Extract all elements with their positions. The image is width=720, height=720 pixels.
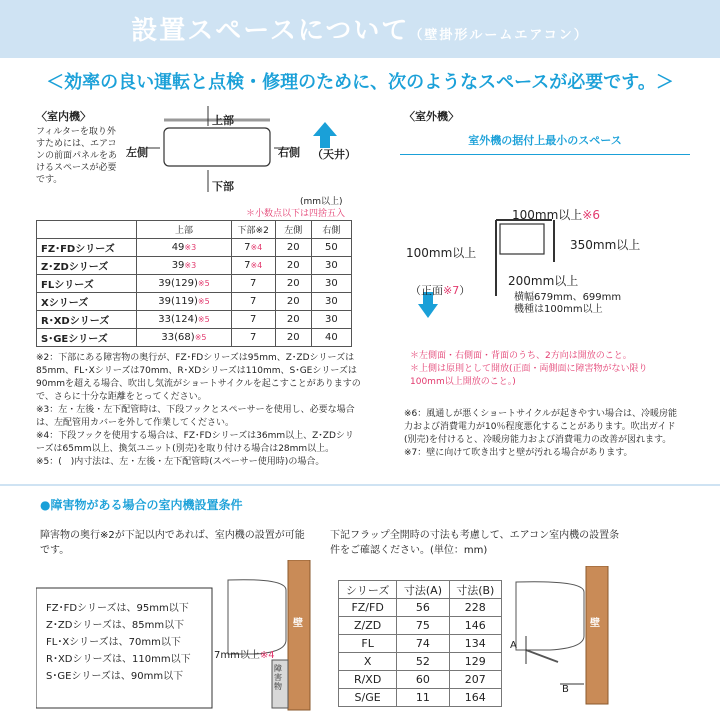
cell-series: R･XDシリーズ: [37, 311, 137, 329]
table-row: [339, 617, 502, 635]
cell-right: 30: [311, 275, 351, 293]
indoor-spec-table: [36, 220, 352, 347]
filter-note: フィルターを取り外すためには、エアコンの前面パネルをあけるスペースが必要です。: [36, 127, 118, 185]
flap-cell: 146: [449, 617, 501, 635]
cell-bottom: 7: [231, 293, 275, 311]
flap-header-row: シリーズ 寸法(A) 寸法(B): [339, 581, 502, 599]
cell-bottom: 7: [231, 311, 275, 329]
flap-cell: 134: [449, 635, 501, 653]
flap-cell: X: [339, 653, 397, 671]
flap-cell: 74: [397, 635, 449, 653]
cell-left: 20: [275, 275, 311, 293]
cell-right: 50: [311, 239, 351, 257]
outdoor-bullets: [410, 350, 680, 389]
table-row: [37, 275, 352, 293]
table-row: [339, 635, 502, 653]
cell-left: 20: [275, 329, 311, 347]
flap-wall-shape: [586, 566, 608, 704]
indoor-left-label: 左側: [126, 146, 148, 159]
note-2: ※2：下部にある障害物の奥行が、FZ･FDシリーズは95mm、Z･ZDシリーズは85mm、FL･Xシリーズは70mm、R･XDシリーズは110mm、S･GEシリーズは90mmを超える場合、吹出し気流がショートサイクルを起こすことがありますので、さらに十分な距離をとってください。: [36, 353, 361, 402]
table-header-row: [37, 221, 352, 239]
cell-series: FLシリーズ: [37, 275, 137, 293]
cell-right: 30: [311, 311, 351, 329]
flap-cell: 207: [449, 671, 501, 689]
flap-cell: 164: [449, 689, 501, 707]
flap-cell: 129: [449, 653, 501, 671]
cell-series: Z･ZDシリーズ: [37, 257, 137, 275]
indoor-unit-side-shape: [228, 580, 286, 654]
cell-series: S･GEシリーズ: [37, 329, 137, 347]
front-label: （正面※7）: [410, 284, 471, 297]
cell-top: 49※3: [137, 239, 231, 257]
cell-left: 20: [275, 311, 311, 329]
cell-left: 20: [275, 257, 311, 275]
dim-a-label: A: [510, 640, 517, 651]
limit-item: R･XDシリーズは、110mm以下: [46, 654, 191, 665]
indoor-heading: 〈室内機〉: [36, 110, 91, 123]
unit-label: (mm以上): [300, 197, 343, 207]
limit-item: Z･ZDシリーズは、85mm以下: [46, 620, 185, 631]
page-title-text: 設置スペースについて: [131, 16, 410, 46]
outdoor-unit-shape: [500, 224, 544, 254]
limit-item: FZ･FDシリーズは、95mm以下: [46, 603, 189, 614]
front-arrow-icon: [418, 304, 438, 318]
size-note: 横幅679mm、699mm 機種は100mm以上: [514, 292, 622, 315]
cell-right: 40: [311, 329, 351, 347]
section-divider: [0, 484, 720, 486]
obstacle-limits: [46, 600, 212, 685]
cell-top: 33(124)※5: [137, 311, 231, 329]
table-row: [339, 689, 502, 707]
col-top: 上部: [137, 221, 231, 239]
flap-cell: 52: [397, 653, 449, 671]
table-row: [37, 311, 352, 329]
indoor-right-label: 右側: [278, 146, 300, 159]
table-row: [339, 653, 502, 671]
indoor-unit-shape: [164, 128, 270, 166]
flap-diagram: [508, 566, 612, 706]
outdoor-left-dim: 100mm以上: [406, 246, 477, 260]
flap-cell: 11: [397, 689, 449, 707]
table-row: [37, 239, 352, 257]
bullet-2: ＊上側は原則として開放(正面・両側面に障害物がない限り100mm以上開放のこと。): [410, 364, 648, 387]
table-row: [37, 329, 352, 347]
flap-cell: FZ/FD: [339, 599, 397, 617]
flap-cell: 56: [397, 599, 449, 617]
note-4: ※4：下段フックを使用する場合は、FZ･FDシリーズは36mm以上、Z･ZDシリーズは65mm以上、換気ユニット(別売)を取り付ける場合は28mm以上。: [36, 431, 354, 454]
obstacle-heading: ●障害物がある場合の室内機設置条件: [40, 498, 243, 512]
wall-label: 壁: [293, 618, 303, 629]
cell-bottom: 7※4: [231, 257, 275, 275]
flap-intro: 下記フラップ全開時の寸法も考慮して、エアコン室内機の設置条件をご確認ください。(単位：mm): [330, 530, 620, 556]
cell-top: 39(119)※5: [137, 293, 231, 311]
cell-right: 30: [311, 257, 351, 275]
ceiling-label: （天井）: [312, 148, 356, 161]
outdoor-right-dim: 350mm以上: [570, 238, 641, 252]
outdoor-notes: [404, 408, 684, 460]
rounding-note: ＊小数点以下は四捨五入: [246, 209, 346, 219]
limit-item: FL･Xシリーズは、70mm以下: [46, 637, 181, 648]
ceiling-arrow-icon: [313, 122, 337, 136]
min-space-label: 室外機の据付上最小のスペース: [400, 132, 690, 155]
dim-b-label: B: [562, 684, 569, 695]
note-6: ※6：風通しが悪くショートサイクルが起きやすい場合は、冷暖房能力および消費電力が10％程度悪化することがあります。吹出ガイド(別売)を付けると、冷暖房能力および消費電力の改善が図れます。: [404, 409, 678, 445]
flap-line: [526, 650, 558, 662]
obstacle-label: 障害物: [274, 664, 282, 691]
limit-item: S･GEシリーズは、90mm以下: [46, 671, 184, 682]
flap-cell: 228: [449, 599, 501, 617]
indoor-top-label: 上部: [212, 114, 234, 127]
note-5: ※5：( )内寸法は、左・左後・左下配管時(スペーサー使用時)の場合。: [36, 457, 325, 467]
col-left: 左側: [275, 221, 311, 239]
cell-bottom: 7※4: [231, 239, 275, 257]
flap-cell: 60: [397, 671, 449, 689]
flap-cell: Z/ZD: [339, 617, 397, 635]
note-7: ※7：壁に向けて吹き出すと壁が汚れる場合があります。: [404, 448, 633, 458]
cell-bottom: 7: [231, 275, 275, 293]
flap-cell: S/GE: [339, 689, 397, 707]
cell-series: FZ･FDシリーズ: [37, 239, 137, 257]
flap-cell: R/XD: [339, 671, 397, 689]
outdoor-heading: 〈室外機〉: [404, 110, 459, 123]
flap-wall-label: 壁: [590, 618, 600, 629]
table-row: [37, 293, 352, 311]
col-bottom: 下部※2: [231, 221, 275, 239]
cell-series: Xシリーズ: [37, 293, 137, 311]
flap-cell: FL: [339, 635, 397, 653]
table-row: [339, 599, 502, 617]
table-row: [339, 671, 502, 689]
page-title: [0, 10, 720, 47]
col-right: 右側: [311, 221, 351, 239]
page-subtitle: ＜効率の良い運転と点検・修理のために、次のようなスペースが必要です。＞: [46, 72, 674, 93]
note-3: ※3：左・左後・左下配管時は、下段フックとスペーサーを使用し、必要な場合は、左配管用カバーを外して作業してください。: [36, 405, 355, 428]
cell-top: 39(129)※5: [137, 275, 231, 293]
gap-label: 7mm以上※4: [214, 650, 275, 661]
cell-left: 20: [275, 239, 311, 257]
cell-top: 39※3: [137, 257, 231, 275]
flap-table: [338, 580, 502, 707]
page-title-sub: （壁掛形ルームエアコン）: [409, 28, 589, 43]
outdoor-bottom-dim: 200mm以上: [508, 274, 579, 288]
cell-top: 33(68)※5: [137, 329, 231, 347]
cell-bottom: 7: [231, 329, 275, 347]
indoor-bottom-label: 下部: [212, 180, 234, 193]
obstacle-intro: 障害物の奥行※2が下記以内であれば、室内機の設置が可能です。: [40, 530, 305, 556]
cell-right: 30: [311, 293, 351, 311]
wall-shape: [288, 560, 310, 710]
outdoor-top-dim: 100mm以上※6: [512, 208, 600, 222]
flap-cell: 75: [397, 617, 449, 635]
table-row: [37, 257, 352, 275]
cell-left: 20: [275, 293, 311, 311]
bullet-1: ＊左側面・右側面・背面のうち、2方向は開放のこと。: [410, 351, 632, 361]
indoor-notes: [36, 352, 362, 469]
